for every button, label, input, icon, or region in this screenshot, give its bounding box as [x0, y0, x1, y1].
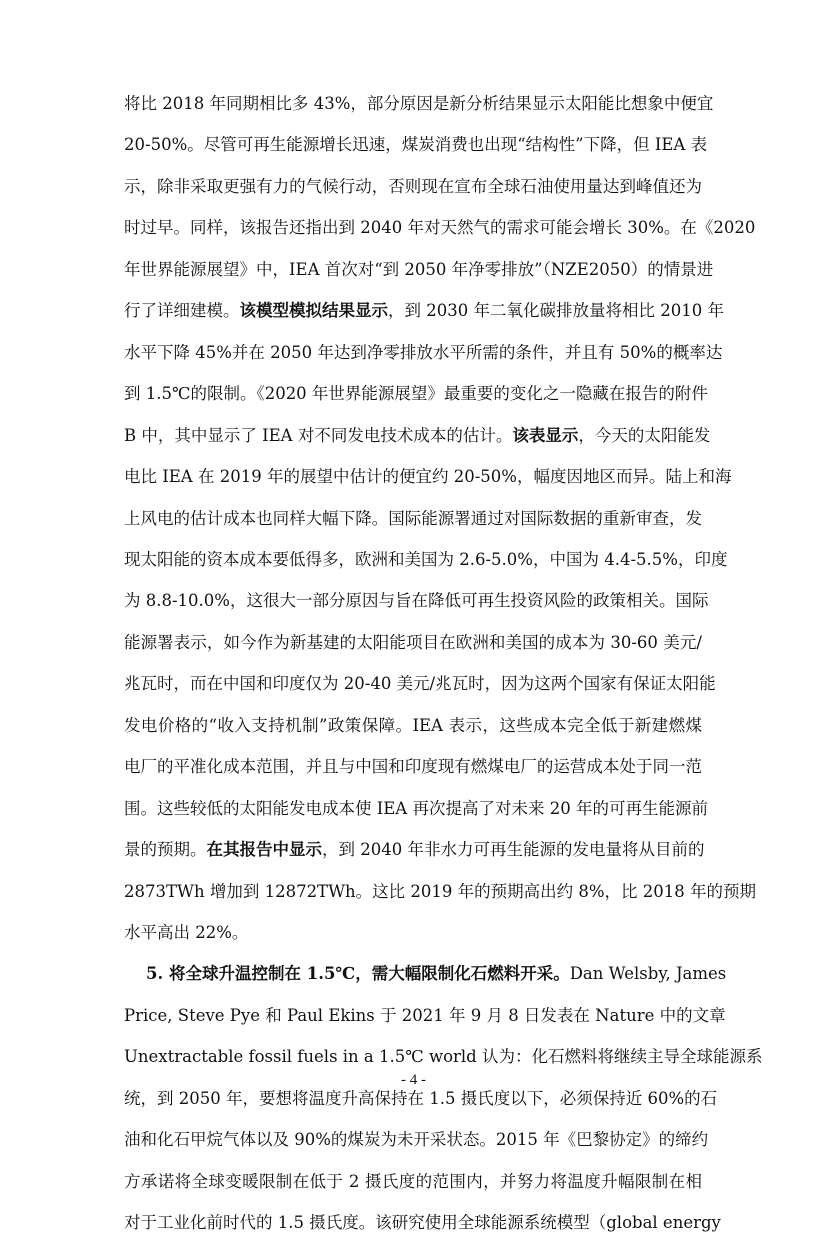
text-line	[146, 961, 727, 987]
text-run: 围。这些较低的太阳能发电成本使 IEA 再次提高了对未来 20 年的可再生能源前	[124, 798, 708, 818]
bold-text: 5. 将全球升温控制在 1.5℃，需大幅限制化石燃料开采。	[146, 964, 570, 984]
text-line	[124, 1003, 726, 1029]
text-run: B 中，其中显示了 IEA 对不同发电技术成本的估计。	[124, 425, 513, 445]
text-line	[124, 340, 723, 366]
text-run: 20-50%。尽管可再生能源增长迅速，煤炭消费也出现“结构性”下降，但 IEA 表	[124, 135, 708, 155]
text-line	[124, 879, 757, 905]
bold-text: 该模型模拟结果显示	[239, 301, 388, 321]
text-run: 统，到 2050 年，要想将温度升高保持在 1.5 摄氏度以下，必须保持近 60%的石	[124, 1088, 718, 1108]
text-run: 方承诺将全球变暖限制在低于 2 摄氏度的范围内，并努力将温度升幅限制在相	[124, 1171, 702, 1191]
text-run: 到 1.5℃的限制。《2020 年世界能源展望》最重要的变化之一隐藏在报告的附件	[124, 384, 708, 404]
text-run: 水平下降 45%并在 2050 年达到净零排放水平所需的条件，并且有 50%的概率达	[124, 342, 723, 362]
text-line	[124, 1086, 718, 1112]
text-line	[124, 1210, 721, 1236]
text-line	[124, 1169, 702, 1195]
text-line	[124, 132, 708, 158]
text-line	[124, 920, 702, 946]
text-line	[124, 298, 724, 324]
text-line	[124, 837, 705, 863]
page-number: - 4 -	[401, 1072, 426, 1088]
text-run: 油和化石甲烷气体以及 90%的煤炭为未开采状态。2015 年《巴黎协定》的缔约	[124, 1130, 709, 1150]
bold-text: 该表显示	[512, 425, 579, 445]
text-line	[124, 630, 702, 656]
text-run: 水平高出 22%。	[124, 923, 249, 942]
text-line	[124, 257, 714, 283]
text-line	[124, 174, 702, 200]
text-line	[124, 381, 708, 407]
text-run: 行了详细建模。	[124, 301, 240, 321]
text-run: 兆瓦时，而在中国和印度仅为 20-40 美元/兆瓦时，因为这两个国家有保证太阳能	[124, 674, 716, 694]
text-run: 时过早。同样，该报告还指出到 2040 年对天然气的需求可能会增长 30%。在《2020	[124, 218, 756, 238]
text-line	[124, 464, 732, 490]
text-line	[124, 796, 708, 822]
text-line	[124, 215, 756, 241]
text-run: 上风电的估计成本也同样大幅下降。国际能源署通过对国际数据的重新审查，发	[124, 508, 702, 528]
text-line	[124, 713, 702, 739]
text-line	[124, 91, 714, 117]
text-run: 景的预期。	[124, 840, 207, 860]
text-run: 为 8.8-10.0%，这很大一部分原因与旨在降低可再生投资风险的政策相关。国际	[124, 591, 709, 611]
text-line	[124, 588, 709, 614]
text-line	[124, 423, 711, 449]
text-run: ，今天的太阳能发	[578, 425, 711, 445]
text-run: 年世界能源展望》中，IEA 首次对“到 2050 年净零排放”（NZE2050）的情景进	[124, 259, 714, 279]
text-run: 将比 2018 年同期相比多 43%，部分原因是新分析结果显示太阳能比想象中便宜	[124, 94, 714, 113]
text-run: Price, Steve Pye 和 Paul Ekins 于 2021 年 9 月 8 日发表在 Nature 中的文章	[124, 1005, 726, 1025]
text-line	[124, 1127, 709, 1153]
text-run: ，到 2030 年二氧化碳排放量将相比 2010 年	[388, 301, 724, 321]
text-run: 现太阳能的资本成本要低得多，欧洲和美国为 2.6-5.0%，中国为 4.4-5.5%，印度	[124, 549, 728, 569]
text-run: 对于工业化前时代的 1.5 摄氏度。该研究使用全球能源系统模型（global energy	[124, 1213, 721, 1233]
bold-text: 在其报告中显示	[206, 840, 322, 860]
text-run: Unextractable fossil fuels in a 1.5℃ world 认为：化石燃料将继续主导全球能源系	[124, 1047, 763, 1067]
text-run: Dan Welsby, James	[569, 964, 727, 984]
text-run: 发电价格的“收入支持机制”政策保障。IEA 表示，这些成本完全低于新建燃煤	[124, 715, 702, 735]
text-line	[124, 671, 716, 697]
text-run: 2873TWh 增加到 12872TWh。这比 2019 年的预期高出约 8%，比 2018 年的预期	[124, 881, 757, 901]
text-run: 能源署表示，如今作为新基建的太阳能项目在欧洲和美国的成本为 30-60 美元/	[124, 632, 702, 652]
text-line	[124, 506, 702, 532]
text-run: 电厂的平准化成本范围，并且与中国和印度现有燃煤电厂的运营成本处于同一范	[124, 757, 702, 777]
text-run: 电比 IEA 在 2019 年的展望中估计的便宜约 20-50%，幅度因地区而异。陆上和海	[124, 467, 732, 487]
text-run: 示，除非采取更强有力的气候行动，否则现在宣布全球石油使用量达到峰值还为	[124, 176, 702, 196]
text-line	[124, 547, 728, 573]
text-line	[124, 754, 702, 780]
text-line	[124, 1044, 763, 1070]
text-run: ，到 2040 年非水力可再生能源的发电量将从目前的	[322, 840, 705, 860]
